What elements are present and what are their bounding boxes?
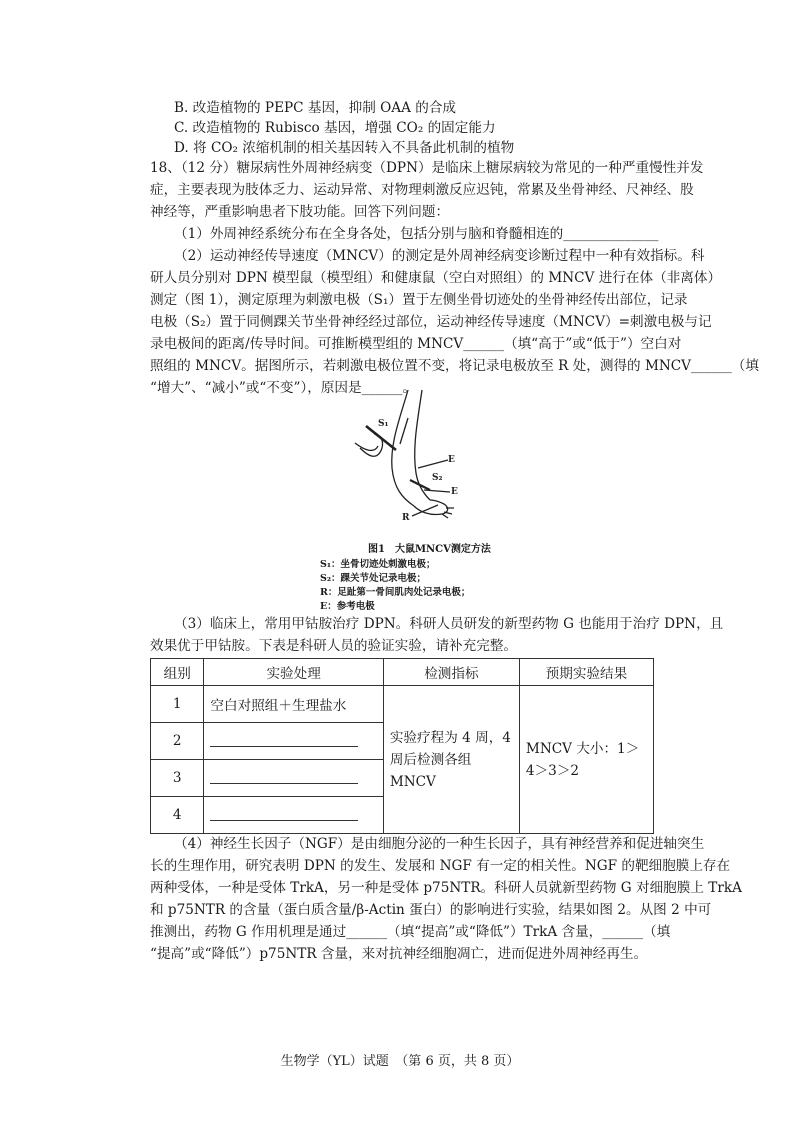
header-expected: 预期实验结果 (519, 659, 653, 686)
subquestion-3: （3）临床上，常用甲钴胺治疗 DPN。科研人员研发的新型药物 G 也能用于治疗 DPN，且 (174, 616, 724, 632)
subquestion-1: （1）外周神经系统分布在全身各处，包括分别与脑和脊髓相连的______________ (174, 226, 659, 242)
subquestion-2-line6: 照组的 MNCV。据图所示，若刺激电极位置不变，将记录电极放至 R 处，测得的 MNCV______（填 (150, 358, 759, 374)
expected-cell: MNCV 大小：1＞4＞3＞2 (519, 686, 653, 834)
treatment-blank[interactable] (204, 797, 383, 834)
subquestion-2-line5: 录电极间的距离/传导时间。可推断模型组的 MNCV______（填“高于”或“低于”）空白对 (150, 336, 682, 352)
subquestion-2-line4: 电极（S₂）置于同侧踝关节坐骨神经经过部位，运动神经传导速度（MNCV）=刺激电极与记 (150, 314, 712, 330)
legend-s1: S₁：坐骨切迹处刺激电极； (320, 559, 436, 570)
group-number: 1 (151, 686, 204, 723)
label-e-lower: E (451, 487, 458, 497)
legend-e: E：参考电极 (320, 601, 375, 612)
option-b: B. 改造植物的 PEPC 基因，抑制 OAA 的合成 (174, 100, 457, 116)
group-number: 3 (151, 760, 204, 797)
group-number: 2 (151, 723, 204, 760)
question-18-stem-line2: 症，主要表现为肢体乏力、运动异常、对物理刺激反应迟钝，常累及坐骨神经、尺神经、股 (150, 182, 694, 198)
subquestion-4-line3: 两种受体，一种是受体 TrkA，另一种是受体 p75NTR。科研人员就新型药物 G 对细胞膜上 TrkA (150, 880, 742, 896)
legend-s2: S₂：踝关节处记录电极； (320, 573, 427, 584)
header-indicator: 检测指标 (383, 659, 519, 686)
label-e-upper: E (448, 455, 455, 465)
subquestion-4: （4）神经生长因子（NGF）是由细胞分泌的一种生长因子，具有神经营养和促进轴突生 (174, 836, 705, 852)
answer-line (210, 732, 358, 747)
subquestion-4-line5: 推测出，药物 G 作用机理是通过______（填“提高”或“降低”）TrkA 含量，______（填 (150, 924, 671, 940)
subquestion-4-line4: 和 p75NTR 的含量（蛋白质含量/β-Actin 蛋白）的影响进行实验，结果如图 2。从图 2 中可 (150, 902, 712, 918)
option-c: C. 改造植物的 Rubisco 基因，增强 CO₂ 的固定能力 (174, 120, 496, 136)
subquestion-3-line2: 效果优于甲钴胺。下表是科研人员的验证实验，请补充完整。 (150, 638, 518, 654)
treatment-blank[interactable] (204, 723, 383, 760)
table-header-row (151, 659, 654, 686)
treatment-cell: 空白对照组＋生理盐水 (204, 686, 383, 723)
subquestion-4-line6: “提高”或“降低”）p75NTR 含量，来对抗神经细胞凋亡，进而促进外周神经再生。 (150, 946, 648, 962)
treatment-blank[interactable] (204, 760, 383, 797)
answer-line (210, 769, 358, 784)
table-row (151, 686, 654, 723)
label-s1: S₁ (378, 419, 389, 429)
question-18-stem: 18、（12 分）糖尿病性外周神经病变（DPN）是临床上糖尿病较为常见的一种严重慢性并发 (150, 160, 704, 176)
page-footer: 生物学（YL）试题 （第 6 页，共 8 页） (280, 1054, 520, 1069)
figure-1-caption: 图1 大鼠MNCV测定方法 (368, 544, 491, 555)
subquestion-2-line2: 研人员分别对 DPN 模型鼠（模型组）和健康鼠（空白对照组）的 MNCV 进行在体（非离体） (150, 270, 722, 286)
answer-line (210, 806, 358, 821)
legend-r: R：足趾第一骨间肌肉处记录电极； (320, 587, 471, 598)
subquestion-2-line7: “增大”、“减小”或“不变”），原因是______。 (150, 380, 416, 396)
experiment-table (150, 658, 654, 834)
subquestion-2: （2）运动神经传导速度（MNCV）的测定是外周神经病变诊断过程中一种有效指标。科 (174, 248, 705, 264)
subquestion-2-line3: 测定（图 1），测定原理为刺激电极（S₁）置于左侧坐骨切迹处的坐骨神经传出部位，记录 (150, 292, 688, 308)
group-number: 4 (151, 797, 204, 834)
rat-leg-figure (330, 388, 480, 538)
header-treatment: 实验处理 (204, 659, 383, 686)
header-group: 组别 (151, 659, 204, 686)
option-d: D. 将 CO₂ 浓缩机制的相关基因转入不具备此机制的植物 (174, 140, 515, 156)
question-18-stem-line3: 神经等，严重影响患者下肢功能。回答下列问题： (150, 204, 450, 220)
label-s2: S₂ (432, 473, 443, 483)
indicator-cell: 实验疗程为 4 周，4 周后检测各组 MNCV (383, 686, 519, 834)
label-r: R (402, 513, 410, 523)
subquestion-4-line2: 长的生理作用，研究表明 DPN 的发生、发展和 NGF 有一定的相关性。NGF 的靶细胞膜上存在 (150, 858, 731, 874)
